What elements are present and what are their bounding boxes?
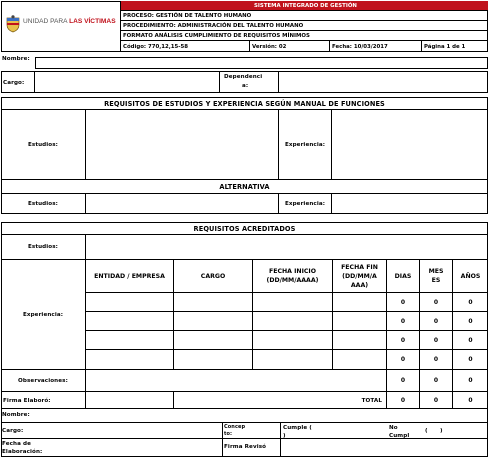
fecha-elaboracion-label: Fecha de Elaboración:: [2, 441, 43, 455]
row3-dias: 0: [387, 331, 420, 350]
row1-inicio[interactable]: [253, 293, 333, 312]
col-entidad: ENTIDAD / EMPRESA: [86, 260, 174, 293]
cargo-label: Cargo:: [3, 80, 25, 86]
section1-estudios-field[interactable]: [85, 110, 279, 180]
section1-experiencia-label: Experiencia:: [284, 142, 326, 148]
logo-text-1: UNIDAD PARA: [23, 18, 68, 25]
row1-entidad[interactable]: [86, 293, 174, 312]
row2-fin[interactable]: [333, 312, 387, 331]
col-fecha-inicio: FECHA INICIO (DD/MM/AAAA): [253, 260, 333, 293]
row2-dias: 0: [387, 312, 420, 331]
no-cumple-box[interactable]: ( ): [425, 428, 443, 434]
row4-meses: 0: [420, 350, 453, 370]
footer-nombre-label: Nombre:: [2, 412, 30, 418]
procedimiento-row: PROCEDIMIENTO: ADMINISTRACIÓN DEL TALENTO HUMANO: [121, 21, 488, 31]
alternativa-title: ALTERNATIVA: [1, 180, 488, 193]
col-meses: MES ES: [420, 260, 453, 293]
obs-dias: 0: [387, 370, 420, 392]
row1-cargo[interactable]: [174, 293, 253, 312]
alt-experiencia-field[interactable]: [331, 193, 488, 214]
row1-fin[interactable]: [333, 293, 387, 312]
fecha-divider: [222, 439, 223, 457]
no-cumple-label: No Cumpl: [389, 425, 410, 439]
total-anos: 0: [468, 397, 473, 404]
logo-text-2: LAS VÍCTIMAS: [69, 18, 116, 25]
firma-elaboro-label: Firma Elaboró:: [1, 392, 86, 409]
proceso-row: PROCESO: GESTIÓN DE TALENTO HUMANO: [121, 11, 488, 21]
concepto-label: Concep to:: [224, 424, 246, 437]
dependencia-label: Dependenci a:: [224, 74, 263, 89]
col-anos: AÑOS: [453, 260, 488, 293]
firma-elaboro-field[interactable]: [86, 392, 174, 409]
alt-estudios-label: Estudios:: [27, 200, 59, 207]
obs-meses: 0: [420, 370, 453, 392]
firma-reviso-label: Firma Revisó: [224, 444, 267, 450]
total-label: TOTAL: [174, 392, 387, 409]
section1-experiencia-field[interactable]: [331, 110, 488, 180]
cumple-label: Cumple ( ): [283, 425, 312, 439]
col-cargo: CARGO: [174, 260, 253, 293]
s2-estudios-label: Estudios:: [1, 235, 85, 260]
alt-experiencia-label: Experiencia:: [284, 200, 326, 207]
nombre-label: Nombre:: [2, 56, 30, 62]
row4-entidad[interactable]: [86, 350, 174, 370]
cargo-field[interactable]: [34, 71, 220, 93]
concepto-divider: [280, 423, 281, 439]
row3-fin[interactable]: [333, 331, 387, 350]
row3-inicio[interactable]: [253, 331, 333, 350]
dependencia-field[interactable]: [278, 71, 488, 93]
total-dias: 0: [387, 392, 420, 409]
observaciones-field[interactable]: [86, 370, 387, 392]
fecha-cell: Fecha: 10/03/2017: [330, 41, 422, 52]
row2-cargo[interactable]: [174, 312, 253, 331]
system-title: SISTEMA INTEGRADO DE GESTIÓN: [121, 1, 488, 11]
codigo-cell: Código: 770,12,15-58: [121, 41, 250, 52]
row4-cargo[interactable]: [174, 350, 253, 370]
row2-anos: 0: [453, 312, 488, 331]
version-cell: Versión: 02: [250, 41, 330, 52]
row2-meses: 0: [420, 312, 453, 331]
col-fecha-fin: FECHA FIN (DD/MM/A AAA): [333, 260, 387, 293]
row3-meses: 0: [420, 331, 453, 350]
section2-title: REQUISITOS ACREDITADOS: [1, 222, 488, 235]
footer-nombre-row: [1, 409, 488, 423]
row4-inicio[interactable]: [253, 350, 333, 370]
colombia-coat-of-arms-icon: [5, 15, 21, 33]
row1-dias: 0: [387, 293, 420, 312]
row3-anos: 0: [453, 331, 488, 350]
alt-estudios-field[interactable]: [85, 193, 279, 214]
row4-anos: 0: [453, 350, 488, 370]
row1-meses: 0: [420, 293, 453, 312]
total-meses: 0: [420, 392, 453, 409]
row1-anos: 0: [453, 293, 488, 312]
obs-anos: 0: [453, 370, 488, 392]
pagina-cell: Página 1 de 1: [424, 43, 466, 50]
row4-dias: 0: [387, 350, 420, 370]
firma-reviso-field[interactable]: [281, 440, 487, 456]
logo-text: [23, 18, 116, 25]
s2-estudios-field[interactable]: [85, 235, 488, 260]
footer-cargo-label: Cargo:: [2, 428, 24, 434]
formato-row: FORMATO ANÁLISIS CUMPLIMIENTO DE REQUISITOS MÍNIMOS: [121, 31, 488, 41]
row2-inicio[interactable]: [253, 312, 333, 331]
col-dias: DIAS: [387, 260, 420, 293]
row3-cargo[interactable]: [174, 331, 253, 350]
row4-fin[interactable]: [333, 350, 387, 370]
section1-title: REQUISITOS DE ESTUDIOS Y EXPERIENCIA SEGÚN MANUAL DE FUNCIONES: [1, 97, 488, 110]
section1-estudios-label: Estudios:: [27, 142, 59, 148]
row3-entidad[interactable]: [86, 331, 174, 350]
logo-cell: [1, 1, 121, 52]
observaciones-label: Observaciones:: [1, 370, 86, 392]
concepto-cell: [222, 423, 223, 439]
row2-entidad[interactable]: [86, 312, 174, 331]
nombre-field[interactable]: [35, 57, 488, 69]
s2-experiencia-label: Experiencia:: [1, 260, 86, 370]
